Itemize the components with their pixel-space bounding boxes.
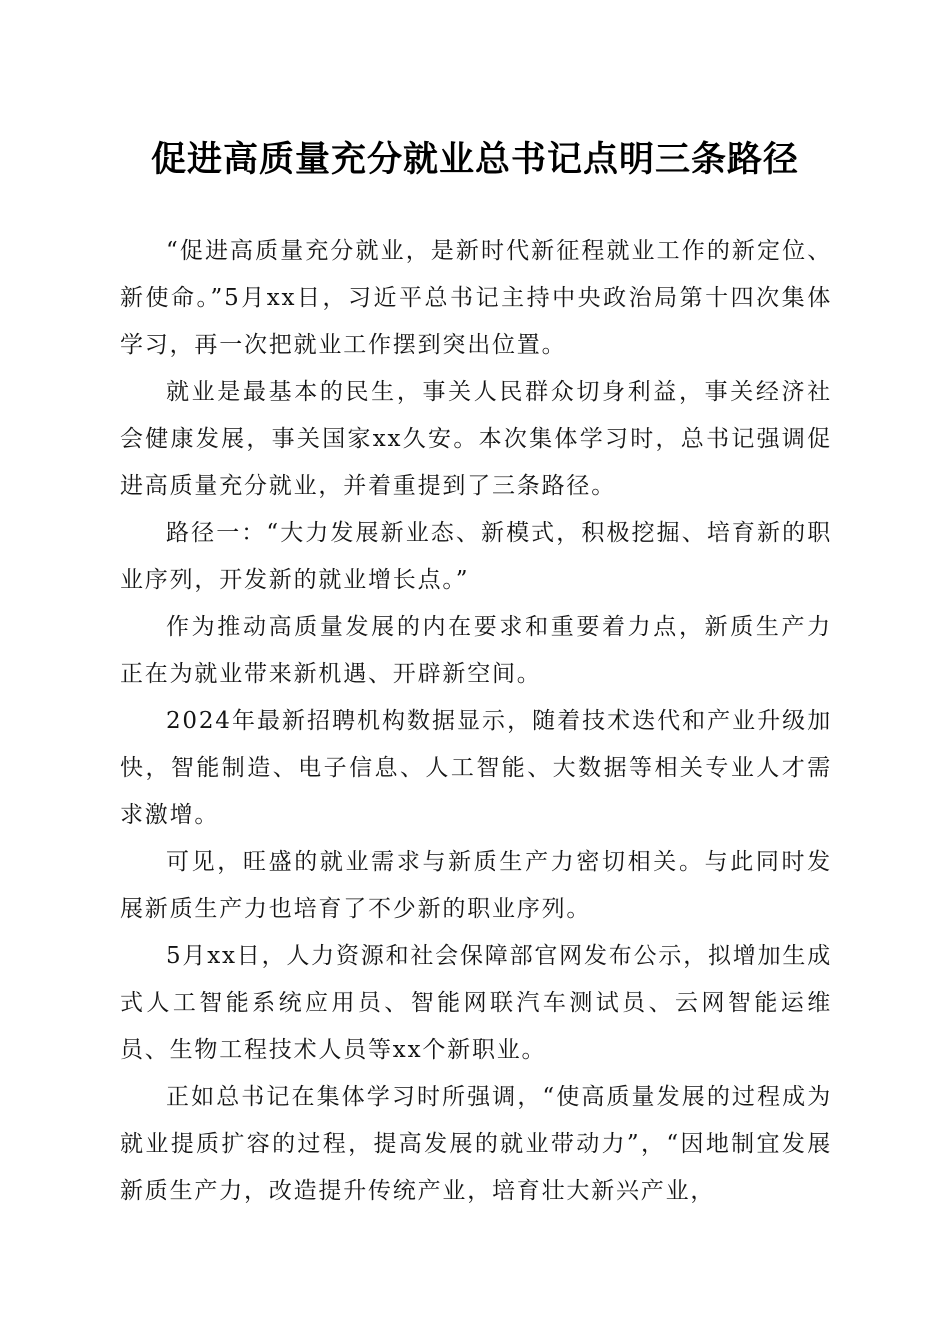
document-body [120,228,832,1215]
paragraph: “促进高质量充分就业，是新时代新征程就业工作的新定位、新使命。”5月xx日，习近平总书记主持中央政治局第十四次集体学习，再一次把就业工作摆到突出位置。 [120,238,832,358]
paragraph: 2024年最新招聘机构数据显示，随着技术迭代和产业升级加快，智能制造、电子信息、人工智能、大数据等相关专业人才需求激增。 [120,708,832,828]
paragraph: 可见，旺盛的就业需求与新质生产力密切相关。与此同时发展新质生产力也培育了不少新的职业序列。 [120,849,832,922]
paragraph: 就业是最基本的民生，事关人民群众切身利益，事关经济社会健康发展，事关国家xx久安。本次集体学习时，总书记强调促进高质量充分就业，并着重提到了三条路径。 [120,379,832,499]
paragraph: 5月xx日，人力资源和社会保障部官网发布公示，拟增加生成式人工智能系统应用员、智能网联汽车测试员、云网智能运维员、生物工程技术人员等xx个新职业。 [120,943,832,1063]
document-title: 促进高质量充分就业总书记点明三条路径 [150,139,799,180]
paragraph: 路径一：“大力发展新业态、新模式，积极挖掘、培育新的职业序列，开发新的就业增长点。” [120,520,832,593]
paragraph: 作为推动高质量发展的内在要求和重要着力点，新质生产力正在为就业带来新机遇、开辟新空间。 [120,614,832,687]
paragraph: 正如总书记在集体学习时所强调，“使高质量发展的过程成为就业提质扩容的过程，提高发展的就业带动力”，“因地制宜发展新质生产力，改造提升传统产业，培育壮大新兴产业， [120,1084,832,1204]
